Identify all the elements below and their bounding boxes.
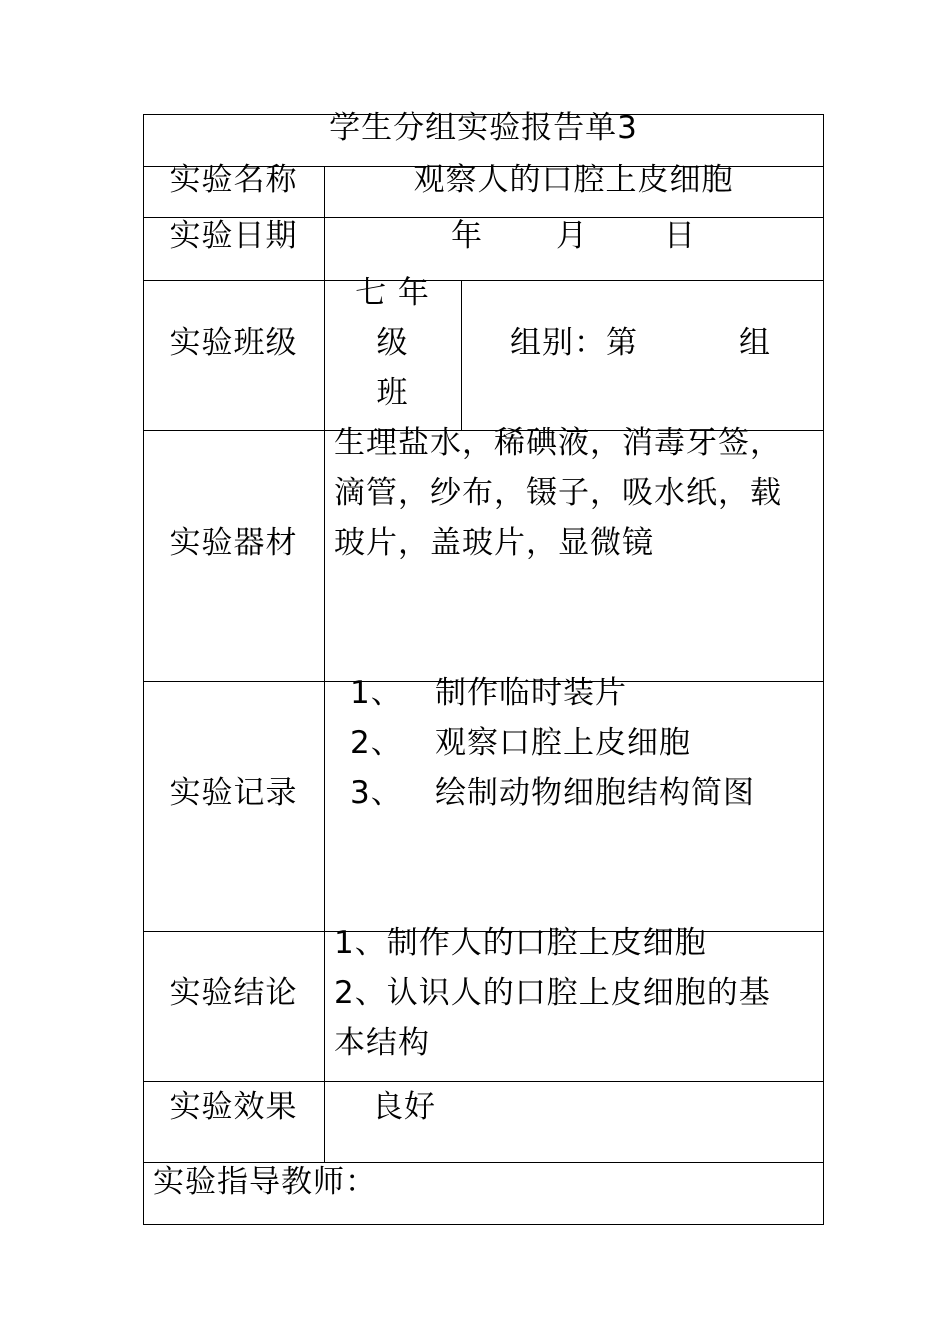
record-item-number: 1、	[350, 675, 403, 711]
record-item-number: 2、	[350, 725, 403, 761]
table-border-bottom	[143, 1224, 824, 1225]
name-label: 实验名称	[169, 162, 298, 198]
materials-line: 生理盐水，稀碘液，消毒牙签，	[334, 425, 782, 461]
class-grade-line3: 班	[376, 375, 409, 411]
conclusion-line: 本结构	[334, 1025, 430, 1061]
group-label: 组别：第	[510, 325, 638, 361]
class-grade-line1: 七 年	[355, 275, 430, 311]
table-border-left	[143, 114, 144, 1225]
group-suffix: 组	[739, 325, 771, 361]
date-day: 日	[664, 218, 696, 254]
materials-line: 玻片，盖玻片，显微镜	[334, 525, 654, 561]
date-year: 年	[451, 218, 483, 254]
date-label: 实验日期	[169, 218, 298, 254]
table-border-right	[823, 114, 824, 1225]
conclusion-line: 2、认识人的口腔上皮细胞的基	[334, 975, 771, 1011]
row-divider	[143, 280, 824, 281]
conclusion-label: 实验结论	[169, 975, 298, 1011]
materials-label: 实验器材	[169, 525, 298, 561]
record-item-text: 观察口腔上皮细胞	[435, 725, 691, 761]
record-item-text: 绘制动物细胞结构简图	[435, 775, 755, 811]
record-item-number: 3、	[350, 775, 403, 811]
name-value: 观察人的口腔上皮细胞	[413, 162, 734, 198]
conclusion-line: 1、制作人的口腔上皮细胞	[334, 925, 707, 961]
record-label: 实验记录	[169, 775, 298, 811]
record-item-text: 制作临时装片	[435, 675, 627, 711]
materials-line: 滴管，纱布，镊子，吸水纸，载	[334, 475, 782, 511]
class-label: 实验班级	[169, 325, 298, 361]
effect-label: 实验效果	[169, 1089, 298, 1125]
report-title: 学生分组实验报告单3	[329, 110, 638, 146]
effect-value: 良好	[372, 1089, 436, 1125]
date-month: 月	[556, 218, 588, 254]
teacher-label: 实验指导教师：	[153, 1164, 377, 1200]
class-grade-line2: 级	[376, 325, 409, 361]
class-group-divider	[461, 280, 462, 430]
